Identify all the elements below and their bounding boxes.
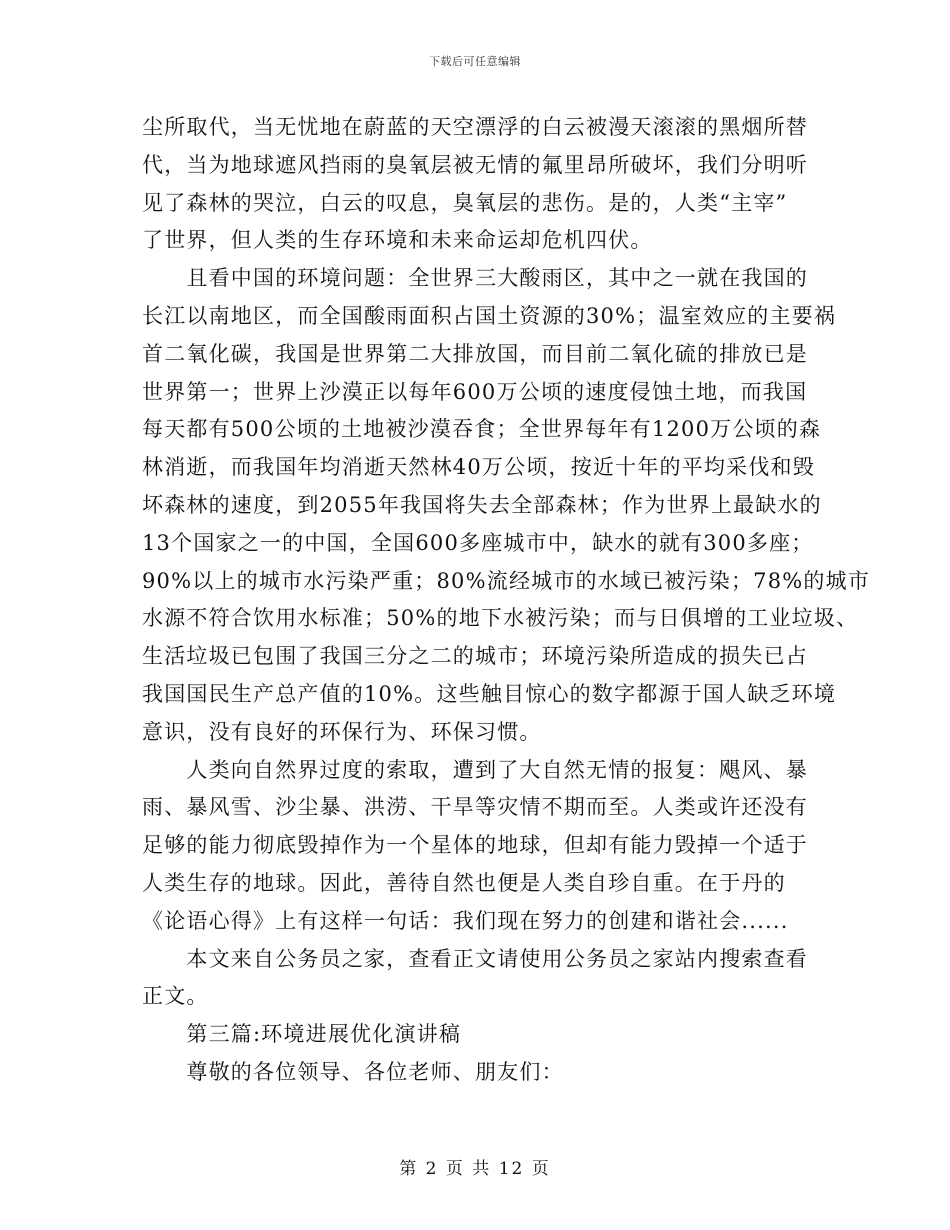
text-line: 且看中国的环境问题：全世界三大酸雨区，其中之一就在我国的 — [142, 266, 808, 291]
text-line: 每天都有500公顷的土地被沙漠吞食；全世界每年有1200万公顷的森 — [142, 417, 822, 442]
text-line: 生活垃圾已包围了我国三分之二的城市；环境污染所造成的损失已占 — [142, 644, 808, 669]
text-line: 90%以上的城市水污染严重；80%流经城市的水域已被污染；78%的城市 — [142, 568, 871, 593]
text-line: 我国国民生产总产值的10%。这些触目惊心的数字都源于国人缺乏环境 — [142, 681, 837, 706]
text-line: 意识，没有良好的环保行为、环保习惯。 — [142, 719, 542, 744]
text-line: 本文来自公务员之家，查看正文请使用公务员之家站内搜索查看 — [142, 946, 808, 971]
text-line: 人类向自然界过度的索取，遭到了大自然无情的报复：飓风、暴 — [142, 757, 808, 782]
page-header: 下载后可任意编辑 — [429, 55, 521, 68]
text-line: 13个国家之一的中国，全国600多座城市中，缺水的就有300多座； — [142, 530, 814, 555]
text-line: 人类生存的地球。因此，善待自然也便是人类自珍自重。在于丹的 — [142, 870, 786, 895]
text-line: 了世界，但人类的生存环境和未来命运却危机四伏。 — [142, 228, 653, 253]
text-line: 首二氧化碳，我国是世界第二大排放国，而目前二氧化硫的排放已是 — [142, 341, 808, 366]
text-line: 代，当为地球遮风挡雨的臭氧层被无情的氟里昂所破坏，我们分明听 — [142, 152, 808, 177]
text-line: 足够的能力彻底毁掉作为一个星体的地球，但却有能力毁掉一个适于 — [142, 833, 808, 858]
text-line: 林消逝，而我国年均消逝天然林40万公顷，按近十年的平均采伐和毁 — [142, 455, 815, 480]
text-line: 坏森林的速度，到2055年我国将失去全部森林；作为世界上最缺水的 — [142, 492, 822, 517]
text-line: 雨、暴风雪、沙尘暴、洪涝、干旱等灾情不期而至。人类或许还没有 — [142, 795, 808, 820]
text-line: 水源不符合饮用水标准；50%的地下水被污染；而与日俱增的工业垃圾、 — [142, 606, 859, 631]
text-line: 尊敬的各位领导、各位老师、朋友们： — [142, 1059, 564, 1084]
text-line: 见了森林的哭泣，白云的叹息，臭氧层的悲伤。是的，人类“主宰” — [142, 190, 788, 215]
section-heading: 第三篇:环境进展优化演讲稿 — [142, 1022, 462, 1047]
document-body — [142, 109, 871, 1092]
page-number-footer: 第 2 页 共 12 页 — [399, 1159, 551, 1179]
text-line: 《论语心得》上有这样一句话：我们现在努力的创建和谐社会...... — [142, 908, 789, 933]
text-line: 世界第一；世界上沙漠正以每年600万公顷的速度侵蚀土地，而我国 — [142, 379, 808, 404]
text-line: 尘所取代，当无忧地在蔚蓝的天空漂浮的白云被漫天滚滚的黑烟所替 — [142, 115, 808, 139]
text-line: 正文。 — [142, 984, 209, 1009]
text-line: 长江以南地区，而全国酸雨面积占国土资源的30%；温室效应的主要祸 — [142, 303, 837, 328]
